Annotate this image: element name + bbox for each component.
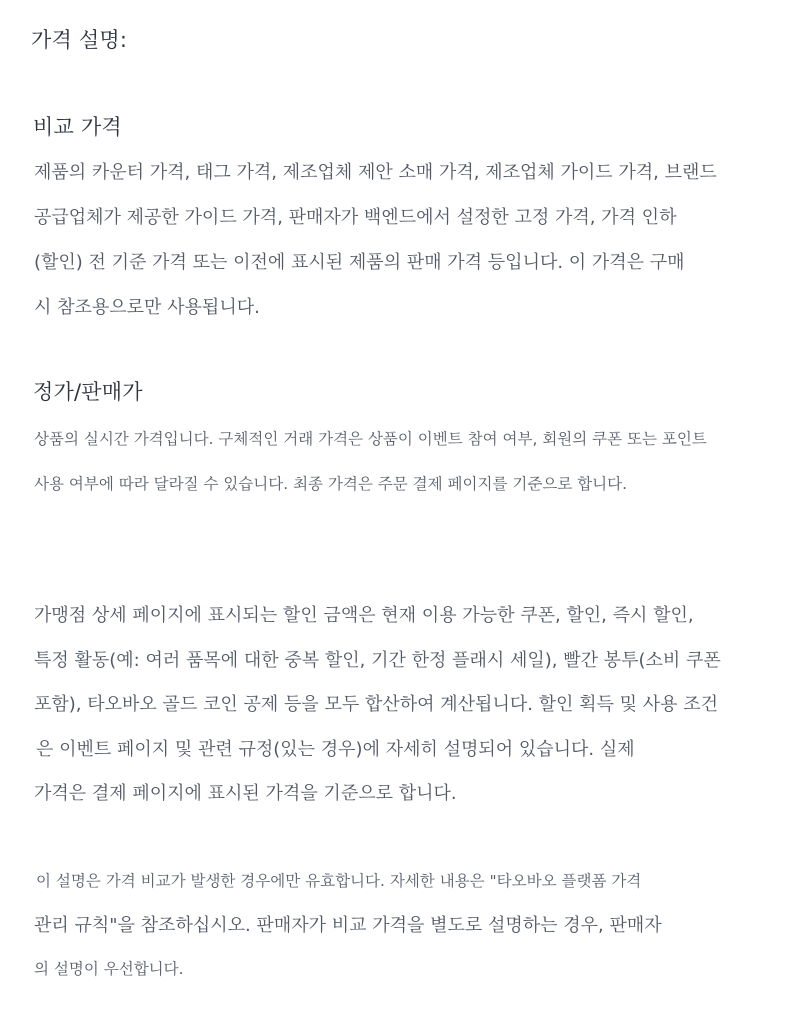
section-title-compare-price: 비교 가격 (33, 115, 122, 139)
discount-text-line: 은 이벤트 페이지 및 관련 규정(있는 경우)에 자세히 설명되어 있습니다. 실제 (36, 739, 635, 760)
list-price-text-line: 상품의 실시간 가격입니다. 구체적인 거래 가격은 상품이 이벤트 참여 여부, 회원의 쿠폰 또는 포인트 (34, 430, 707, 448)
compare-price-text-line: 제품의 카운터 가격, 태그 가격, 제조업체 제안 소매 가격, 제조업체 가이드 가격, 브랜드 (34, 162, 717, 183)
compare-price-text-line: (할인) 전 기준 가격 또는 이전에 표시된 제품의 판매 가격 등입니다. 이 가격은 구매 (34, 252, 685, 273)
page-title: 가격 설명: (31, 28, 128, 52)
discount-text-line: 포함), 타오바오 골드 코인 공제 등을 모두 합산하여 계산됩니다. 할인 획득 및 사용 조건 (34, 694, 719, 715)
section-title-list-price: 정가/판매가 (33, 380, 143, 404)
compare-price-text-line: 공급업체가 제공한 가이드 가격, 판매자가 백엔드에서 설정한 고정 가격, 가격 인하 (34, 207, 677, 228)
note-text-line: 관리 규칙"을 참조하십시오. 판매자가 비교 가격을 별도로 설명하는 경우, 판매자 (34, 915, 662, 936)
discount-text-line: 특정 활동(예: 여러 품목에 대한 중복 할인, 기간 한정 플래시 세일), 빨간 봉투(소비 쿠폰 (34, 650, 721, 671)
discount-text-line: 가격은 결제 페이지에 표시된 가격을 기준으로 합니다. (34, 783, 457, 804)
list-price-text-line: 사용 여부에 따라 달라질 수 있습니다. 최종 가격은 주문 결제 페이지를 기준으로 합니다. (34, 475, 628, 493)
compare-price-text-line: 시 참조용으로만 사용됩니다. (34, 297, 260, 318)
note-text-line: 의 설명이 우선합니다. (34, 960, 184, 978)
note-text-line: 이 설명은 가격 비교가 발생한 경우에만 유효합니다. 자세한 내용은 "타오바오 플랫폼 가격 (36, 872, 642, 890)
discount-text-line: 가맹점 상세 페이지에 표시되는 할인 금액은 현재 이용 가능한 쿠폰, 할인, 즉시 할인, (34, 605, 694, 626)
